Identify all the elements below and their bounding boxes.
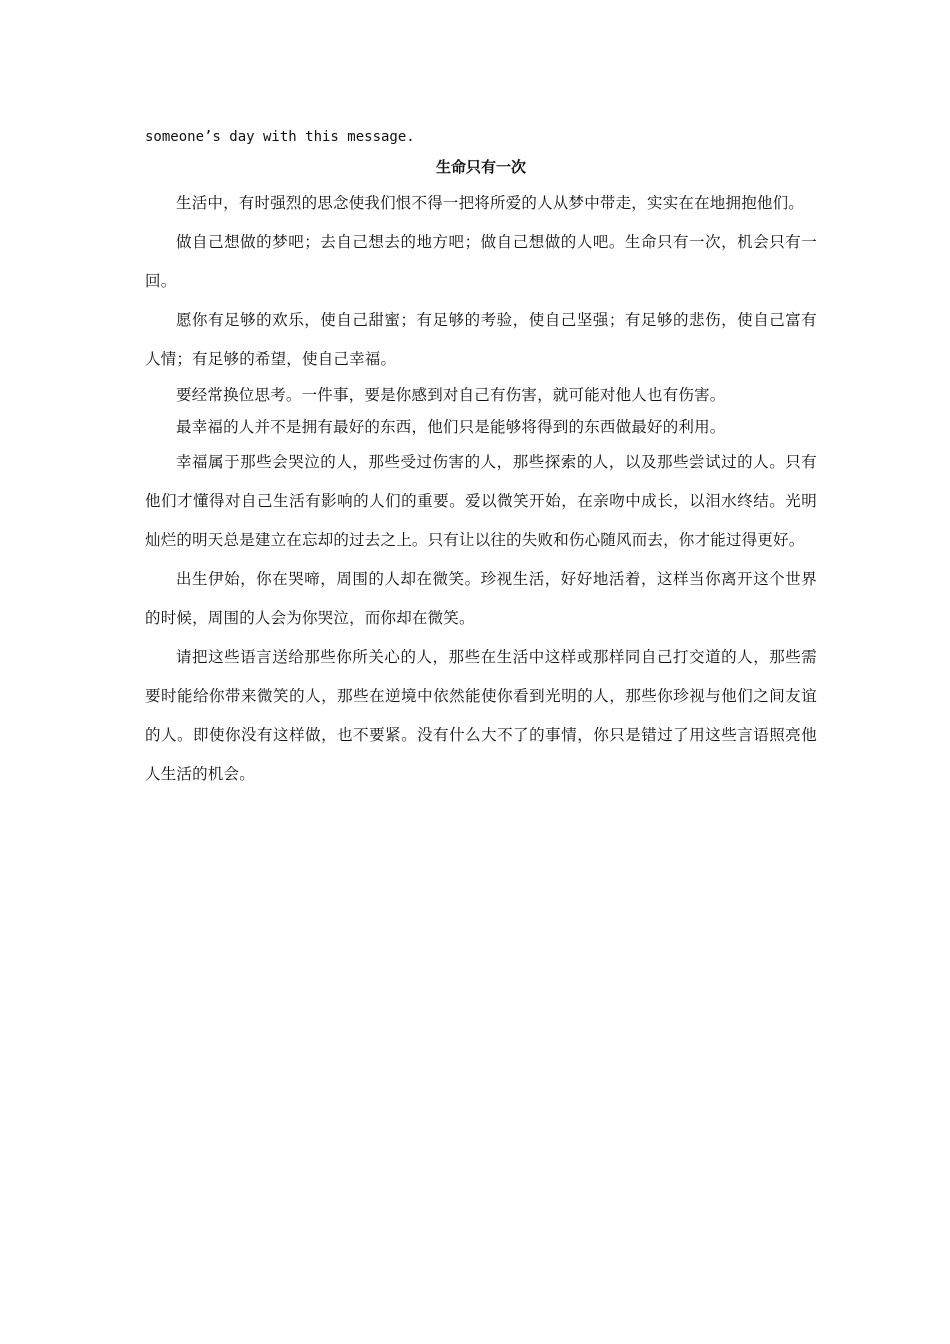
paragraph-6: 幸福属于那些会哭泣的人，那些受过伤害的人，那些探索的人，以及那些尝试过的人。只有他们才懂得对自己生活有影响的人们的重要。爱以微笑开始，在亲吻中成长，以泪水终结。光明灿烂的明天总是建立在忘却的过去之上。只有让以往的失败和伤心随风而去，你才能过得更好。 <box>145 453 817 549</box>
document-body <box>145 122 817 794</box>
paragraph-4: 要经常换位思考。一件事，要是你感到对自己有伤害，就可能对他人也有伤害。 <box>176 386 726 404</box>
paragraph-3: 愿你有足够的欢乐，使自己甜蜜；有足够的考验，使自己坚强；有足够的悲伤，使自己富有人情；有足够的希望，使自己幸福。 <box>145 311 817 368</box>
paragraph-5: 最幸福的人并不是拥有最好的东西，他们只是能够将得到的东西做最好的利用。 <box>176 418 726 436</box>
paragraph-8: 请把这些语言送给那些你所关心的人，那些在生活中这样或那样同自己打交道的人，那些需要时能给你带来微笑的人，那些在逆境中依然能使你看到光明的人，那些你珍视与他们之间友谊的人。即使你没有这样做，也不要紧。没有什么大不了的事情，你只是错过了用这些言语照亮他人生活的机会。 <box>145 648 817 783</box>
page-title: 生命只有一次 <box>435 158 526 176</box>
carry-over-text: someone’s day with this message. <box>145 129 415 145</box>
paragraph-2: 做自己想做的梦吧；去自己想去的地方吧；做自己想做的人吧。生命只有一次，机会只有一回。 <box>145 233 817 290</box>
paragraph-1: 生活中，有时强烈的思念使我们恨不得一把将所爱的人从梦中带走，实实在在地拥抱他们。 <box>176 194 805 212</box>
paragraph-7: 出生伊始，你在哭啼，周围的人却在微笑。珍视生活，好好地活着，这样当你离开这个世界的时候，周围的人会为你哭泣，而你却在微笑。 <box>145 570 817 627</box>
